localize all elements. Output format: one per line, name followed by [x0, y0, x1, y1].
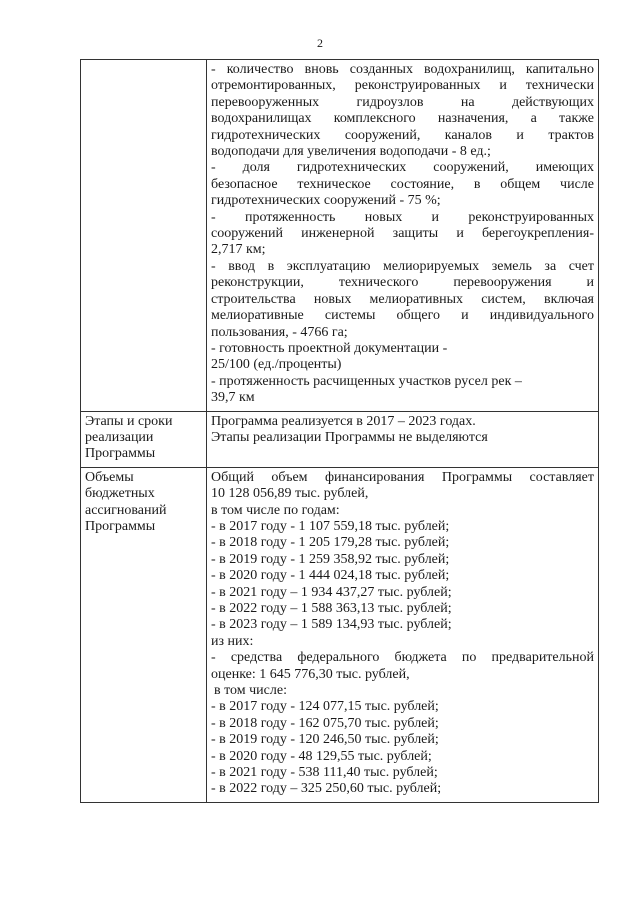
text-line: Программа реализуется в 2017 – 2023 годах.	[211, 413, 476, 429]
text-line: гидротехнических сооружений, каналов и трактов	[211, 127, 594, 143]
text-line: - в 2023 году – 1 589 134,93 тыс. рублей;	[211, 617, 452, 633]
text-line: 39,7 км	[211, 390, 255, 406]
text-line: - в 2022 году – 1 588 363,13 тыс. рублей;	[211, 601, 452, 616]
program-passport-table	[80, 59, 599, 803]
text-line: 2,717 км;	[211, 242, 266, 258]
text-line: - протяженность расчищенных участков русел рек –	[211, 373, 522, 389]
text-line: - доля гидротехнических сооружений, имеющих	[211, 160, 594, 176]
text-line: в том числе:	[214, 683, 287, 699]
text-line: - в 2017 году - 1 107 559,18 тыс. рублей;	[211, 518, 450, 534]
row-label: Объемы бюджетных ассигнований Программы	[81, 467, 207, 802]
text-line: - в 2019 году - 120 246,50 тыс. рублей;	[211, 732, 439, 748]
table-row-indicators	[81, 60, 599, 412]
row-content	[207, 60, 599, 412]
text-line: гидротехнических сооружений - 75 %;	[211, 193, 441, 209]
text-line: в том числе по годам:	[211, 502, 340, 518]
text-line: из них:	[211, 633, 254, 649]
row-content	[207, 467, 599, 802]
text-line: мелиоративные системы общего и индивидуального	[211, 308, 594, 324]
text-line: безопасное техническое состояние, в общем числе	[211, 176, 594, 192]
text-line: отремонтированных, реконструированных и технически	[211, 78, 594, 94]
text-line: - в 2020 году - 1 444 024,18 тыс. рублей;	[211, 568, 450, 584]
text-line: 25/100 (ед./проценты)	[211, 357, 342, 373]
text-line: - в 2021 году – 1 934 437,27 тыс. рублей;	[211, 584, 452, 600]
text-line: - в 2019 году - 1 259 358,92 тыс. рублей;	[211, 551, 450, 567]
text-line: - готовность проектной документации -	[211, 340, 448, 356]
text-line: - в 2022 году – 325 250,60 тыс. рублей;	[211, 781, 442, 797]
text-line: сооружений инженерной защиты и берегоукрепления-	[211, 226, 594, 242]
table-row-budget	[81, 467, 599, 802]
text-line: водохранилищах комплексного назначения, а также	[211, 111, 594, 127]
text-line: перевооруженных гидроузлов на действующих	[211, 94, 594, 110]
text-line: строительства новых мелиоративных систем, включая	[211, 291, 594, 307]
text-line: - в 2018 году - 162 075,70 тыс. рублей;	[211, 715, 439, 731]
text-line: оценке: 1 645 776,30 тыс. рублей,	[211, 666, 410, 682]
text-line: реконструкции, технического перевооружения и	[211, 275, 594, 291]
text-line: 10 128 056,89 тыс. рублей,	[211, 486, 369, 502]
text-line: - в 2020 году - 48 129,55 тыс. рублей;	[211, 748, 432, 764]
text-line: - в 2021 году - 538 111,40 тыс. рублей;	[211, 765, 438, 781]
text-line: пользования, - 4766 га;	[211, 324, 348, 340]
text-line: Общий объем финансирования Программы составляет	[211, 469, 594, 485]
row-label: Этапы и сроки реализации Программы	[81, 411, 207, 467]
text-line: водоподачи для увеличения водоподачи - 8 ед.;	[211, 144, 491, 160]
row-label	[81, 60, 207, 412]
text-line: Этапы реализации Программы не выделяются	[211, 429, 488, 445]
row-content	[207, 411, 599, 467]
text-line: - ввод в эксплуатацию мелиорируемых земель за счет	[211, 258, 594, 274]
text-line: - в 2017 году - 124 077,15 тыс. рублей;	[211, 699, 439, 715]
text-line: - в 2018 году - 1 205 179,28 тыс. рублей;	[211, 535, 450, 551]
text-line: - средства федерального бюджета по предварительной	[211, 650, 594, 666]
table-row-stages	[81, 411, 599, 467]
text-line: - количество вновь созданных водохранилищ, капитально	[211, 62, 594, 77]
text-line: - протяженность новых и реконструированных	[211, 209, 594, 225]
page-number: 2	[317, 36, 323, 50]
